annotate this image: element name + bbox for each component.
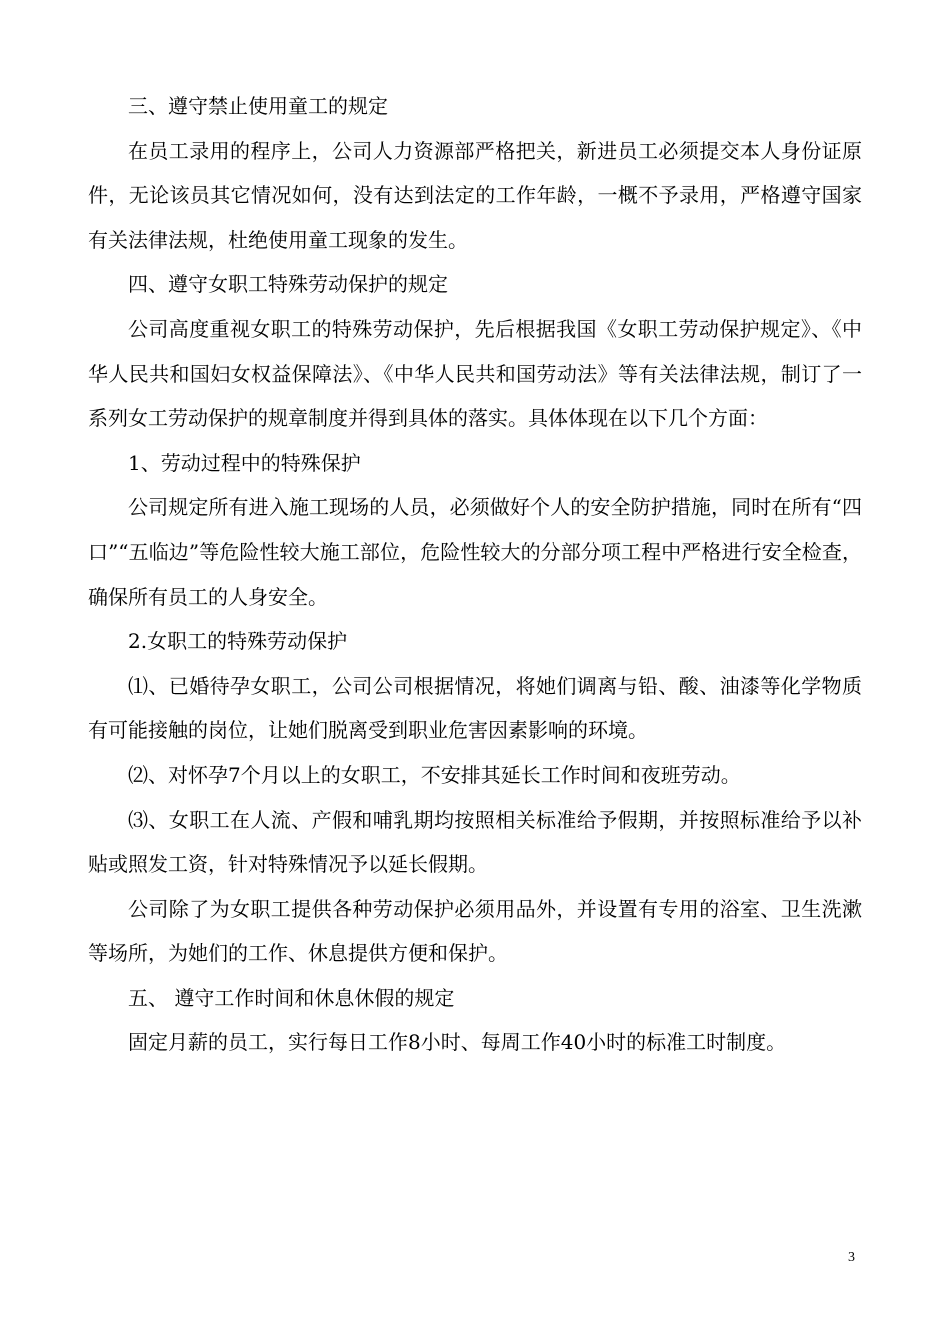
subsection-heading-2: 2.女职工的特殊劳动保护 [128,629,348,654]
section-heading-4: 四、遵守女职工特殊劳动保护的规定 [128,272,448,297]
section-heading-3: 三、遵守禁止使用童工的规定 [128,94,388,118]
paragraph: 固定月薪的员工，实行每日工作8小时、每周工作40小时的标准工时制度。 [128,1030,787,1055]
list-item: ⑴、已婚待孕女职工，公司公司根据情况，将她们调离与铅、酸、油漆等化学物质有可能接触的岗位，让她们脱离受到职业危害因素影响的环境。 [88,673,862,743]
paragraph: 公司除了为女职工提供各种劳动保护必须用品外，并设置有专用的浴室、卫生洗漱等场所，为她们的工作、休息提供方便和保护。 [88,896,862,966]
subsection-heading-1: 1、劳动过程中的特殊保护 [128,450,361,475]
paragraph: 在员工录用的程序上，公司人力资源部严格把关，新进员工必须提交本人身份证原件，无论该员其它情况如何，没有达到法定的工作年龄，一概不予录用，严格遵守国家有关法律法规，杜绝使用童工现象的发生。 [88,138,862,252]
page-number: 3 [848,1250,855,1265]
list-item: ⑶、女职工在人流、产假和哺乳期均按照相关标准给予假期，并按照标准给予以补贴或照发工资，针对特殊情况予以延长假期。 [88,807,862,877]
document-body [88,84,862,1065]
paragraph: 公司高度重视女职工的特殊劳动保护，先后根据我国《女职工劳动保护规定》、《中华人民共和国妇女权益保障法》、《中华人民共和国劳动法》等有关法律法规，制订了一系列女工劳动保护的规章制度并得到具体的落实。具体体现在以下几个方面： [88,316,862,431]
paragraph: 公司规定所有进入施工现场的人员，必须做好个人的安全防护措施，同时在所有“四口”“五临边”等危险性较大施工部位，危险性较大的分部分项工程中严格进行安全检查，确保所有员工的人身安全。 [88,495,862,609]
list-item: ⑵、对怀孕7个月以上的女职工，不安排其延长工作时间和夜班劳动。 [128,762,741,787]
section-heading-5: 五、 遵守工作时间和休息休假的规定 [128,985,455,1010]
